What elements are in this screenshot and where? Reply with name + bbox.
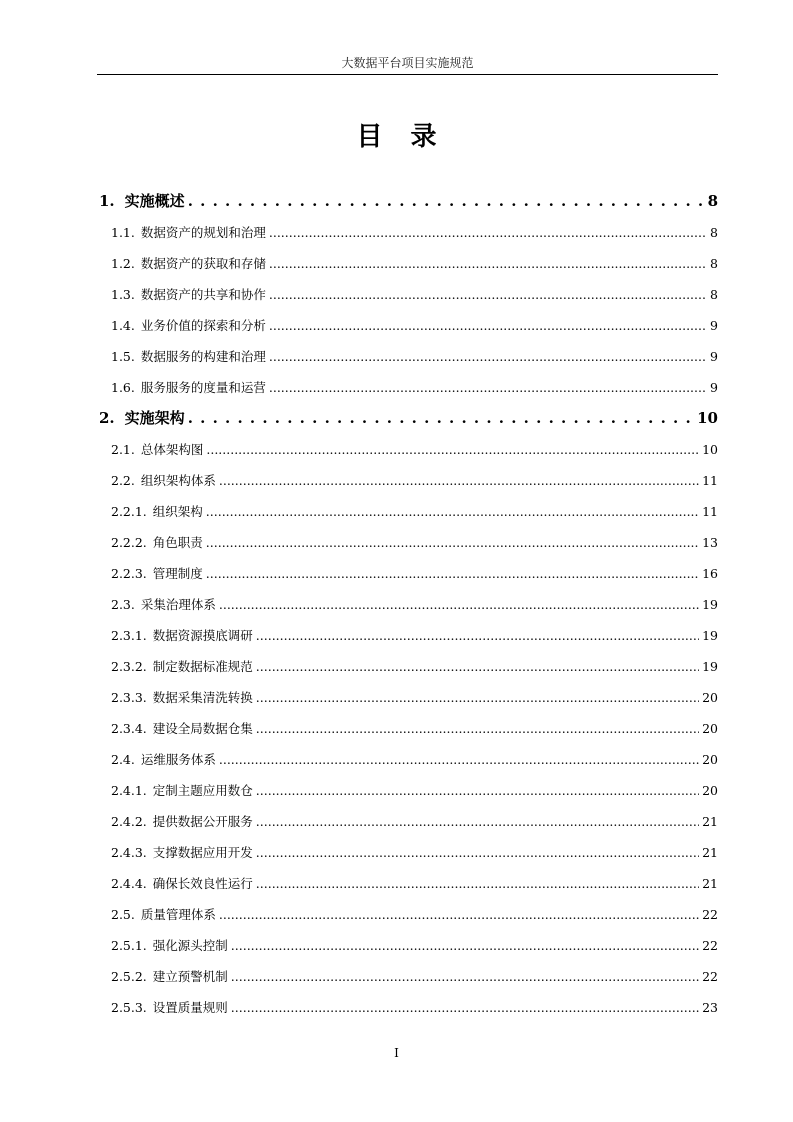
toc-entry-title: 提供数据公开服务	[152, 814, 253, 829]
toc-entry[interactable]	[97, 744, 718, 775]
toc-entry-title: 总体架构图	[140, 442, 204, 457]
toc-entry-number: 2.5.	[111, 907, 135, 922]
toc-dot-leader	[269, 248, 707, 279]
toc-dot-leader	[256, 868, 699, 899]
toc-entry-title: 数据采集清洗转换	[152, 690, 253, 705]
toc-entry-number: 2.5.2.	[111, 969, 147, 984]
toc-entry-page: 8	[710, 287, 718, 302]
toc-entry-title: 业务价值的探索和分析	[140, 318, 266, 333]
toc-entry-number: 2.3.	[111, 597, 135, 612]
toc-entry-number: 2.1.	[111, 442, 135, 457]
toc-entry-title: 组织架构	[152, 504, 203, 519]
toc-entry-number: 1.2.	[111, 256, 135, 271]
toc-entry[interactable]	[97, 775, 718, 806]
toc-dot-leader	[188, 403, 694, 434]
toc-entry-page: 10	[697, 409, 718, 427]
toc-entry-page: 20	[702, 721, 718, 736]
toc-entry-title: 管理制度	[152, 566, 203, 581]
toc-entry-number: 1.5.	[111, 349, 135, 364]
page-title: 目录	[356, 122, 465, 152]
toc-entry[interactable]	[97, 434, 718, 465]
toc-entry-number: 1.3.	[111, 287, 135, 302]
toc-entry-number: 2.4.4.	[111, 876, 147, 891]
toc-dot-leader	[256, 806, 699, 837]
toc-entry[interactable]	[97, 589, 718, 620]
toc-entry[interactable]	[97, 806, 718, 837]
toc-entry[interactable]	[97, 341, 718, 372]
header-rule	[97, 74, 718, 75]
toc-dot-leader	[256, 837, 699, 868]
toc-dot-leader	[219, 899, 699, 930]
toc-entry-title: 建立预警机制	[152, 969, 228, 984]
toc-entry-title: 制定数据标准规范	[152, 659, 253, 674]
toc-dot-leader	[219, 589, 699, 620]
toc-entry-number: 2.2.3.	[111, 566, 147, 581]
toc-entry-page: 20	[702, 752, 718, 767]
toc-entry-title: 强化源头控制	[152, 938, 228, 953]
toc-entry[interactable]	[97, 372, 718, 403]
toc-entry[interactable]	[97, 930, 718, 961]
table-of-contents	[97, 186, 718, 1023]
toc-entry-number: 1.1.	[111, 225, 135, 240]
toc-entry-number: 2.4.1.	[111, 783, 147, 798]
toc-dot-leader	[219, 744, 699, 775]
toc-entry-page: 9	[710, 349, 718, 364]
toc-entry-page: 19	[702, 628, 718, 643]
toc-dot-leader	[256, 775, 699, 806]
toc-dot-leader	[269, 217, 707, 248]
toc-entry-number: 2.2.2.	[111, 535, 147, 550]
toc-entry-page: 9	[710, 380, 718, 395]
toc-entry[interactable]	[97, 403, 718, 434]
toc-entry-title: 实施概述	[124, 192, 185, 210]
toc-entry-title: 实施架构	[124, 409, 185, 427]
toc-entry[interactable]	[97, 496, 718, 527]
toc-entry[interactable]	[97, 992, 718, 1023]
toc-entry-page: 8	[710, 225, 718, 240]
toc-entry-title: 运维服务体系	[140, 752, 216, 767]
toc-entry[interactable]	[97, 186, 718, 217]
toc-entry[interactable]	[97, 899, 718, 930]
toc-entry-page: 16	[702, 566, 718, 581]
toc-entry[interactable]	[97, 279, 718, 310]
toc-entry-number: 1.6.	[111, 380, 135, 395]
toc-entry-title: 数据资产的共享和协作	[140, 287, 266, 302]
toc-entry-page: 22	[702, 907, 718, 922]
toc-dot-leader	[256, 620, 699, 651]
toc-dot-leader	[269, 279, 707, 310]
toc-entry-page: 11	[702, 504, 718, 519]
toc-entry[interactable]	[97, 868, 718, 899]
toc-dot-leader	[231, 930, 699, 961]
toc-entry-title: 支撑数据应用开发	[152, 845, 253, 860]
toc-entry-title: 组织架构体系	[140, 473, 216, 488]
toc-entry-number: 2.5.3.	[111, 1000, 147, 1015]
toc-entry-title: 建设全局数据仓集	[152, 721, 253, 736]
toc-dot-leader	[206, 558, 699, 589]
toc-entry-title: 角色职责	[152, 535, 203, 550]
toc-dot-leader	[206, 527, 699, 558]
toc-entry-number: 2.3.3.	[111, 690, 147, 705]
toc-entry-title: 服务服务的度量和运营	[140, 380, 266, 395]
toc-entry-number: 2.3.1.	[111, 628, 147, 643]
toc-entry-page: 11	[702, 473, 718, 488]
toc-entry-number: 2.5.1.	[111, 938, 147, 953]
toc-entry-page: 23	[702, 1000, 718, 1015]
toc-entry-title: 数据资产的获取和存储	[140, 256, 266, 271]
toc-entry-page: 21	[702, 876, 718, 891]
toc-entry[interactable]	[97, 682, 718, 713]
running-header: 大数据平台项目实施规范	[341, 56, 474, 70]
toc-entry-page: 22	[702, 969, 718, 984]
toc-entry-page: 21	[702, 814, 718, 829]
toc-entry-title: 确保长效良性运行	[152, 876, 253, 891]
toc-entry-page: 21	[702, 845, 718, 860]
toc-entry-number: 2.4.3.	[111, 845, 147, 860]
toc-entry-number: 2.	[99, 409, 115, 427]
toc-entry-page: 19	[702, 597, 718, 612]
page-number: I	[394, 1046, 399, 1060]
toc-entry-page: 20	[702, 783, 718, 798]
toc-entry-page: 22	[702, 938, 718, 953]
toc-entry-page: 8	[707, 192, 718, 210]
toc-entry[interactable]	[97, 217, 718, 248]
toc-entry-title: 数据资源摸底调研	[152, 628, 253, 643]
toc-dot-leader	[206, 434, 699, 465]
toc-entry-number: 2.2.1.	[111, 504, 147, 519]
toc-entry[interactable]	[97, 248, 718, 279]
toc-entry[interactable]	[97, 527, 718, 558]
toc-entry[interactable]	[97, 713, 718, 744]
toc-entry-title: 设置质量规则	[152, 1000, 228, 1015]
toc-entry-page: 8	[710, 256, 718, 271]
toc-entry-page: 20	[702, 690, 718, 705]
toc-entry-number: 2.4.	[111, 752, 135, 767]
toc-dot-leader	[256, 682, 699, 713]
toc-dot-leader	[231, 961, 699, 992]
toc-entry-number: 2.3.2.	[111, 659, 147, 674]
toc-dot-leader	[269, 341, 707, 372]
toc-entry[interactable]	[97, 651, 718, 682]
toc-entry-number: 2.2.	[111, 473, 135, 488]
toc-entry-page: 10	[702, 442, 718, 457]
toc-entry-page: 13	[702, 535, 718, 550]
toc-entry-title: 采集治理体系	[140, 597, 216, 612]
toc-entry-number: 1.4.	[111, 318, 135, 333]
toc-entry-page: 9	[710, 318, 718, 333]
toc-entry[interactable]	[97, 465, 718, 496]
toc-entry[interactable]	[97, 558, 718, 589]
toc-entry[interactable]	[97, 837, 718, 868]
toc-entry-number: 2.3.4.	[111, 721, 147, 736]
toc-dot-leader	[256, 713, 699, 744]
toc-entry[interactable]	[97, 310, 718, 341]
toc-entry-title: 质量管理体系	[140, 907, 216, 922]
toc-dot-leader	[256, 651, 699, 682]
toc-dot-leader	[188, 186, 705, 217]
toc-entry-title: 数据服务的构建和治理	[140, 349, 266, 364]
toc-entry-page: 19	[702, 659, 718, 674]
toc-entry-number: 2.4.2.	[111, 814, 147, 829]
toc-dot-leader	[219, 465, 699, 496]
toc-dot-leader	[269, 372, 707, 403]
toc-entry[interactable]	[97, 620, 718, 651]
toc-dot-leader	[206, 496, 699, 527]
toc-entry[interactable]	[97, 961, 718, 992]
toc-entry-title: 数据资产的规划和治理	[140, 225, 266, 240]
toc-dot-leader	[269, 310, 707, 341]
toc-entry-title: 定制主题应用数仓	[152, 783, 253, 798]
toc-dot-leader	[231, 992, 699, 1023]
toc-entry-number: 1.	[99, 192, 115, 210]
